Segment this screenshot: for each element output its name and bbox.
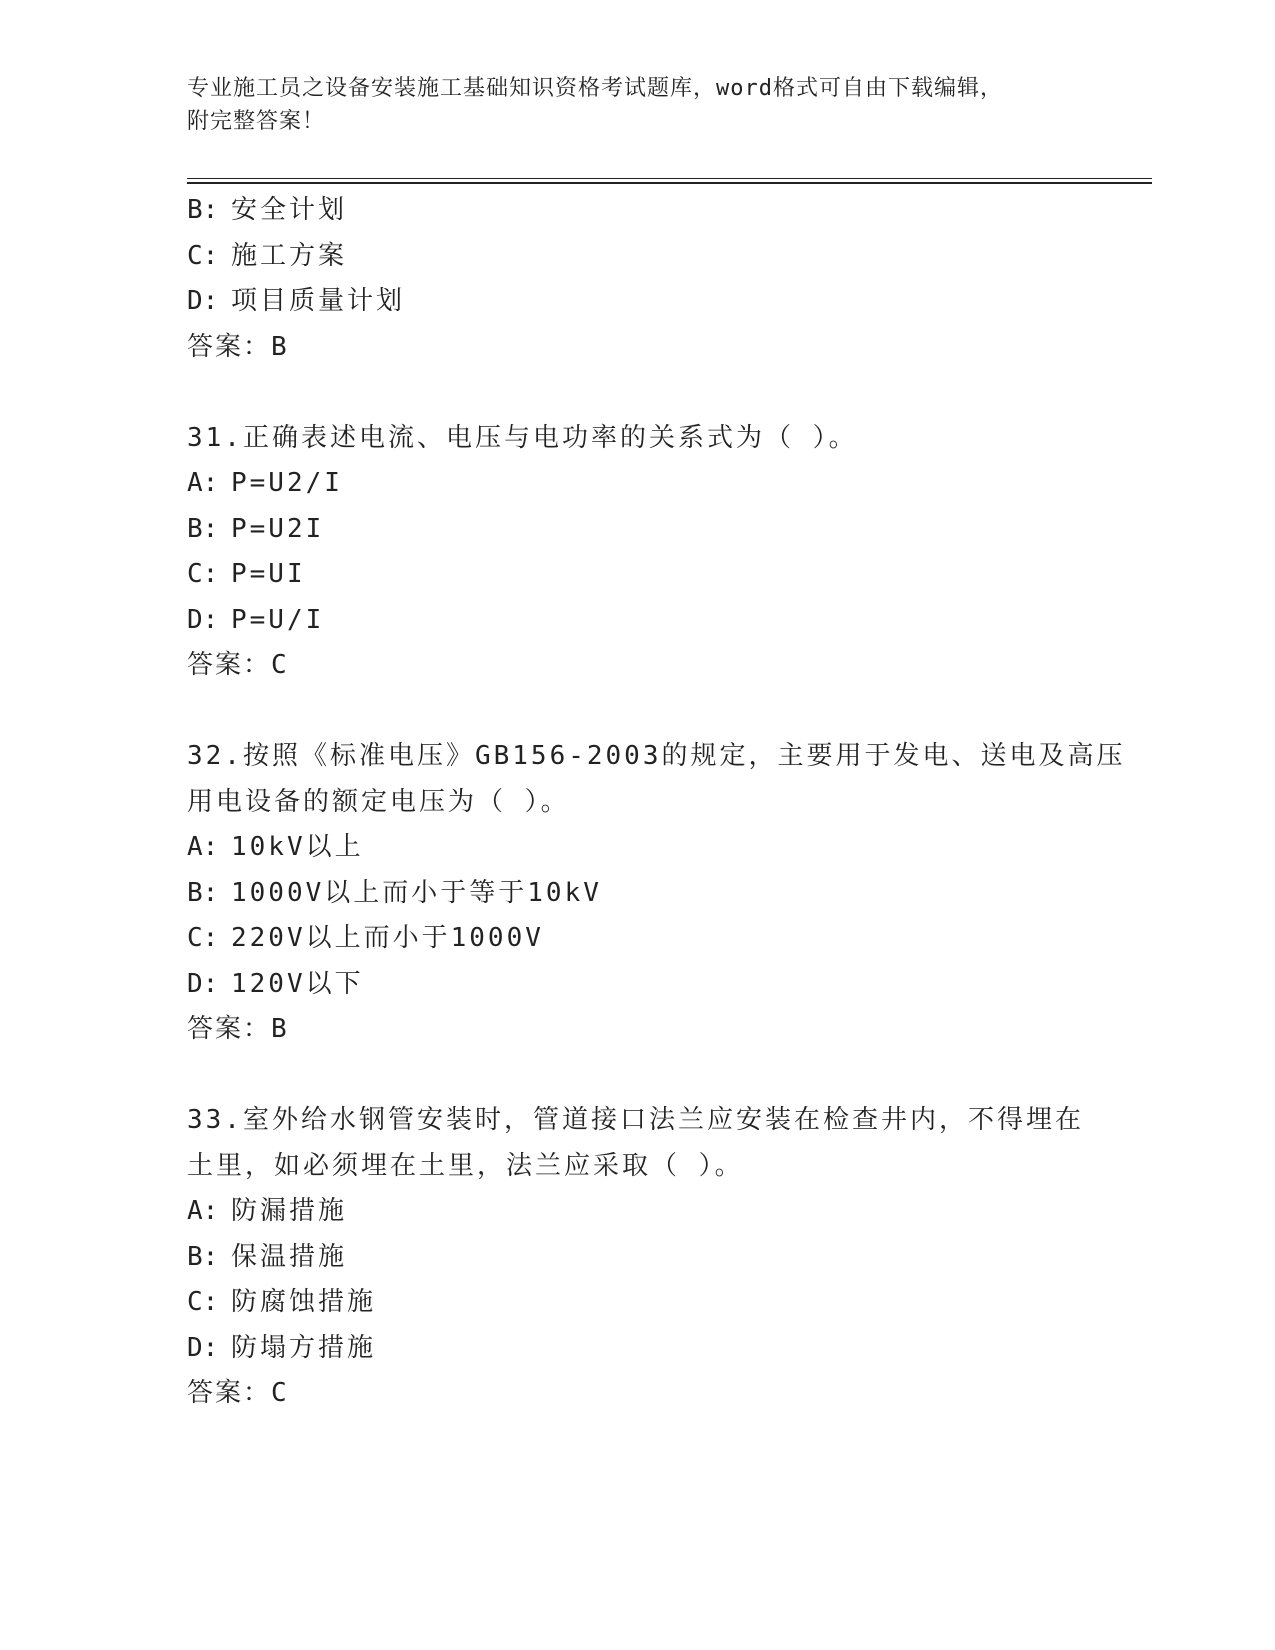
question-stem: 土里，如必须埋在土里，法兰应采取（ ）。 (187, 1150, 744, 1181)
option-row (187, 598, 1087, 644)
option-row (187, 552, 1087, 598)
option-text: 10kV以上 (231, 832, 364, 862)
option-row (187, 461, 1087, 507)
option-text: 120V以下 (231, 968, 364, 999)
option-row (187, 1280, 1087, 1326)
option-letter: A: (187, 468, 219, 498)
header-line-2: 附完整答案！ (187, 109, 326, 134)
option-letter: B: (187, 877, 219, 908)
option-row (187, 1326, 1087, 1372)
option-row (187, 916, 1087, 962)
header-divider-thin (187, 178, 1152, 179)
question-stem: 31.正确表述电流、电压与电功率的关系式为（ ）。 (187, 422, 858, 453)
answer-line: 答案：C (187, 1378, 289, 1408)
option-letter: D: (187, 1332, 219, 1363)
question-stem: 32.按照《标准电压》GB156-2003的规定，主要用于发电、送电及高压 (187, 741, 1126, 771)
option-row (187, 1189, 1087, 1235)
option-text: 施工方案 (231, 240, 348, 271)
option-text: P=U2/I (231, 468, 343, 498)
option-row (187, 962, 1087, 1008)
option-letter: B: (187, 1241, 219, 1272)
answer-line: 答案：B (187, 331, 289, 362)
option-letter: D: (187, 286, 219, 316)
answer-line: 答案：C (187, 650, 289, 680)
option-text: 项目质量计划 (231, 286, 406, 316)
option-text: 防腐蚀措施 (231, 1287, 377, 1317)
option-row (187, 871, 1087, 917)
option-letter: A: (187, 832, 219, 862)
option-letter: D: (187, 604, 219, 635)
document-header (187, 72, 1077, 138)
option-letter: C: (187, 559, 219, 589)
option-text: 220V以上而小于1000V (231, 923, 544, 953)
option-letter: B: (187, 513, 219, 544)
option-letter: B: (187, 195, 219, 225)
option-row (187, 234, 1087, 280)
option-text: 1000V以上而小于等于10kV (231, 877, 602, 908)
header-line-1: 专业施工员之设备安装施工基础知识资格考试题库，word格式可自由下载编辑， (187, 76, 1003, 101)
question-block-33 (187, 1098, 1087, 1417)
question-block-32 (187, 734, 1126, 1053)
option-row (187, 825, 1087, 871)
option-text: 防漏措施 (231, 1196, 348, 1226)
option-text: P=U/I (231, 604, 325, 635)
spacer (187, 1053, 1087, 1099)
option-text: 保温措施 (231, 1241, 348, 1272)
answer-line: 答案：B (187, 1014, 289, 1044)
question-stem: 33.室外给水钢管安装时，管道接口法兰应安装在检查井内，不得埋在 (187, 1105, 1084, 1135)
option-letter: C: (187, 923, 219, 953)
question-block-31 (187, 416, 1087, 689)
option-row (187, 279, 1087, 325)
option-text: P=UI (231, 559, 306, 589)
spacer (187, 689, 1087, 735)
question-stem: 用电设备的额定电压为（ ）。 (187, 786, 570, 817)
option-row (187, 1235, 1087, 1281)
option-letter: C: (187, 1287, 219, 1317)
option-letter: D: (187, 968, 219, 999)
question-block-prev (187, 188, 1087, 370)
option-letter: A: (187, 1196, 219, 1226)
option-row (187, 188, 1087, 234)
question-content (187, 188, 1126, 1417)
option-text: 防塌方措施 (231, 1332, 377, 1363)
spacer (187, 370, 1087, 416)
option-row (187, 507, 1087, 553)
option-letter: C: (187, 240, 219, 271)
option-text: P=U2I (231, 513, 325, 544)
option-text: 安全计划 (231, 195, 348, 225)
header-divider-thick (187, 182, 1152, 184)
